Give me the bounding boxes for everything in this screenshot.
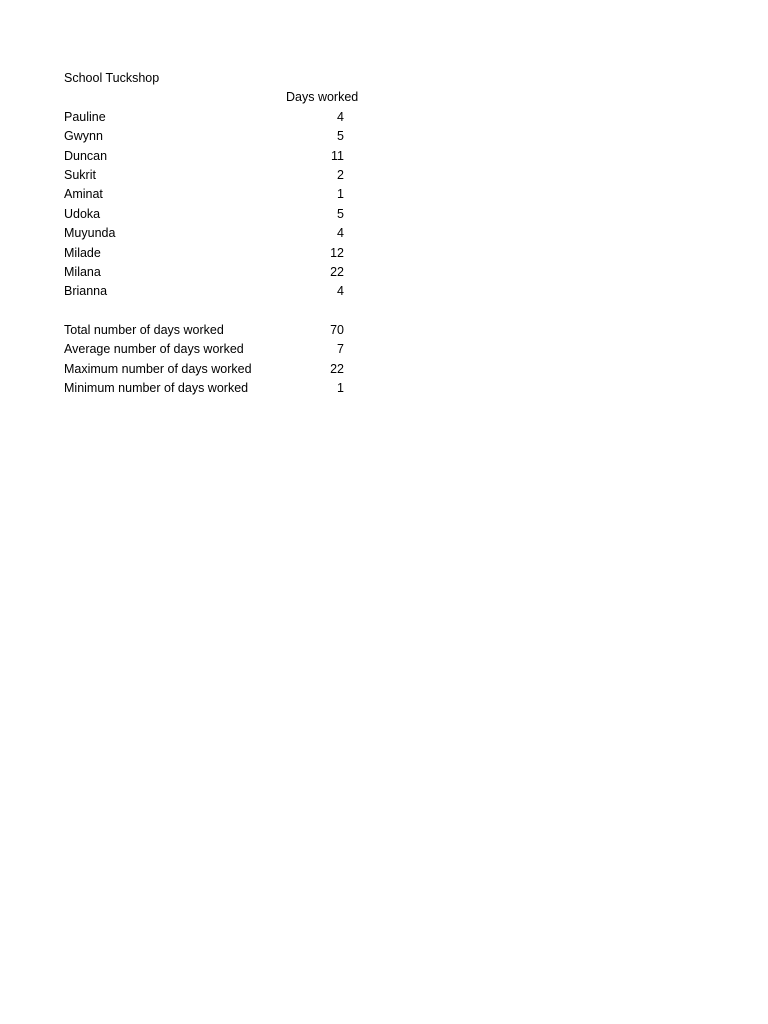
worker-days: 1 — [337, 187, 344, 202]
table-row — [64, 244, 384, 263]
worker-rows — [64, 108, 384, 302]
summary-label: Total number of days worked — [64, 323, 224, 338]
worker-days: 4 — [337, 109, 344, 124]
summary-value: 7 — [337, 342, 344, 357]
summary-value: 22 — [330, 361, 344, 376]
worker-name: Gwynn — [64, 129, 103, 144]
summary-value: 1 — [337, 381, 344, 396]
worker-days: 4 — [337, 284, 344, 299]
days-worked-header: Days worked — [286, 90, 359, 105]
worker-name: Pauline — [64, 109, 106, 124]
summary-label: Maximum number of days worked — [64, 361, 252, 376]
header-row — [64, 88, 384, 107]
worker-days: 4 — [337, 226, 344, 241]
title-row — [64, 69, 384, 88]
table-row — [64, 282, 384, 301]
summary-rows — [64, 321, 384, 399]
summary-value: 70 — [330, 323, 344, 338]
worker-name: Milana — [64, 264, 101, 279]
worker-name: Muyunda — [64, 226, 116, 241]
worker-days: 11 — [331, 148, 344, 163]
table-row — [64, 147, 384, 166]
summary-row-maximum — [64, 360, 384, 379]
blank-row — [64, 302, 384, 321]
worker-days: 5 — [337, 206, 344, 221]
worker-days: 12 — [330, 245, 344, 260]
worker-days: 2 — [337, 167, 344, 182]
table-row — [64, 108, 384, 127]
worker-name: Aminat — [64, 187, 103, 202]
table-row — [64, 166, 384, 185]
table-row — [64, 205, 384, 224]
worker-name: Brianna — [64, 284, 108, 299]
worker-name: Milade — [64, 245, 101, 260]
worker-name: Sukrit — [64, 167, 96, 182]
summary-label: Average number of days worked — [64, 342, 244, 357]
worker-days: 22 — [330, 264, 344, 279]
table-row — [64, 263, 384, 282]
sheet-title: School Tuckshop — [64, 71, 160, 85]
table-row — [64, 127, 384, 146]
worker-days: 5 — [337, 129, 344, 144]
summary-label: Minimum number of days worked — [64, 381, 249, 396]
summary-row-total — [64, 321, 384, 340]
table-row — [64, 185, 384, 204]
spreadsheet-area — [64, 69, 384, 399]
summary-row-minimum — [64, 379, 384, 398]
worker-name: Duncan — [64, 148, 108, 163]
table-row — [64, 224, 384, 243]
worker-name: Udoka — [64, 206, 101, 221]
summary-row-average — [64, 340, 384, 359]
